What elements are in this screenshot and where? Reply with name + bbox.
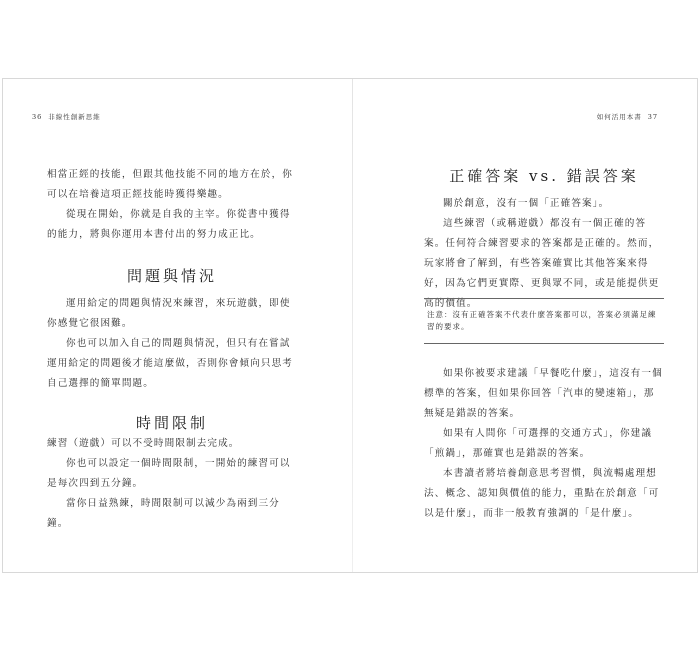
paragraph: 當你日益熟練，時間限制可以減少為兩到三分鐘。: [47, 498, 280, 529]
book-spread: [2, 78, 698, 573]
right-page-number: 37: [647, 113, 658, 121]
right-examples-text: [424, 364, 664, 524]
paragraph: 關於創意，沒有一個「正確答案」。: [443, 198, 610, 209]
right-running-title: 如何活用本書: [596, 113, 642, 121]
right-running-head: [597, 112, 658, 121]
right-answers-text: [424, 194, 664, 314]
section-heading-time-limit: 時間限制: [135, 414, 208, 432]
section-heading-problems: 問題與情況: [126, 267, 217, 285]
left-page: [3, 79, 352, 572]
paragraph: 從現在開始，你就是自我的主宰。你從書中獲得的能力，將與你運用本書付出的努力成正比。: [47, 209, 291, 240]
paragraph: 相當正經的技能，但跟其他技能不同的地方在於，你可以在培養這項正經技能時獲得樂趣。: [47, 169, 293, 200]
note-box: 注意：沒有正確答案不代表什麼答案都可以，答案必須滿足練習的要求。: [424, 298, 664, 344]
paragraph: 這些練習（或稱遊戲）都沒有一個正確的答案。任何符合練習要求的答案都是正確的。然而，玩家將會了解到，有些答案確實比其他答案來得好，因為它們更實際、更與眾不同，或是能提供更高的價值。: [424, 218, 660, 309]
paragraph: 練習（遊戲）可以不受時間限制去完成。: [47, 438, 240, 449]
left-running-title: 非線性創新思維: [48, 113, 101, 121]
paragraph: 如果有人問你「可選擇的交通方式」，你建議「煎鍋」，那確實也是錯誤的答案。: [424, 428, 653, 459]
paragraph: 本書讀者將培養創意思考習慣，與流暢處理想法、概念、認知與價值的能力，重點在於創意「可以是什麼」，而非一般教育強調的「是什麼」。: [424, 468, 660, 519]
paragraph: 你也可以加入自己的問題與情況，但只有在嘗試運用給定的問題後才能這麼做，否則你會傾向只思考自己選擇的簡單問題。: [47, 338, 293, 389]
left-intro-text: [47, 165, 297, 245]
left-page-number: 36: [32, 113, 43, 121]
paragraph: 運用給定的問題與情況來練習，來玩遊戲，即使你感覺它很困難。: [47, 298, 291, 329]
section-time-limit-text: [47, 434, 297, 534]
section-heading-right-answers: 正確答案 vs. 錯誤答案: [449, 167, 639, 185]
right-page: [353, 79, 699, 572]
paragraph: 如果你被要求建議「早餐吃什麼」，這沒有一個標準的答案，但如果你回答「汽車的變速箱」，那無疑是錯誤的答案。: [424, 368, 663, 419]
section-problems-text: [47, 294, 297, 394]
left-running-head: [32, 112, 101, 121]
paragraph: 你也可以設定一個時間限制，一開始的練習可以是每次四到五分鐘。: [47, 458, 291, 489]
